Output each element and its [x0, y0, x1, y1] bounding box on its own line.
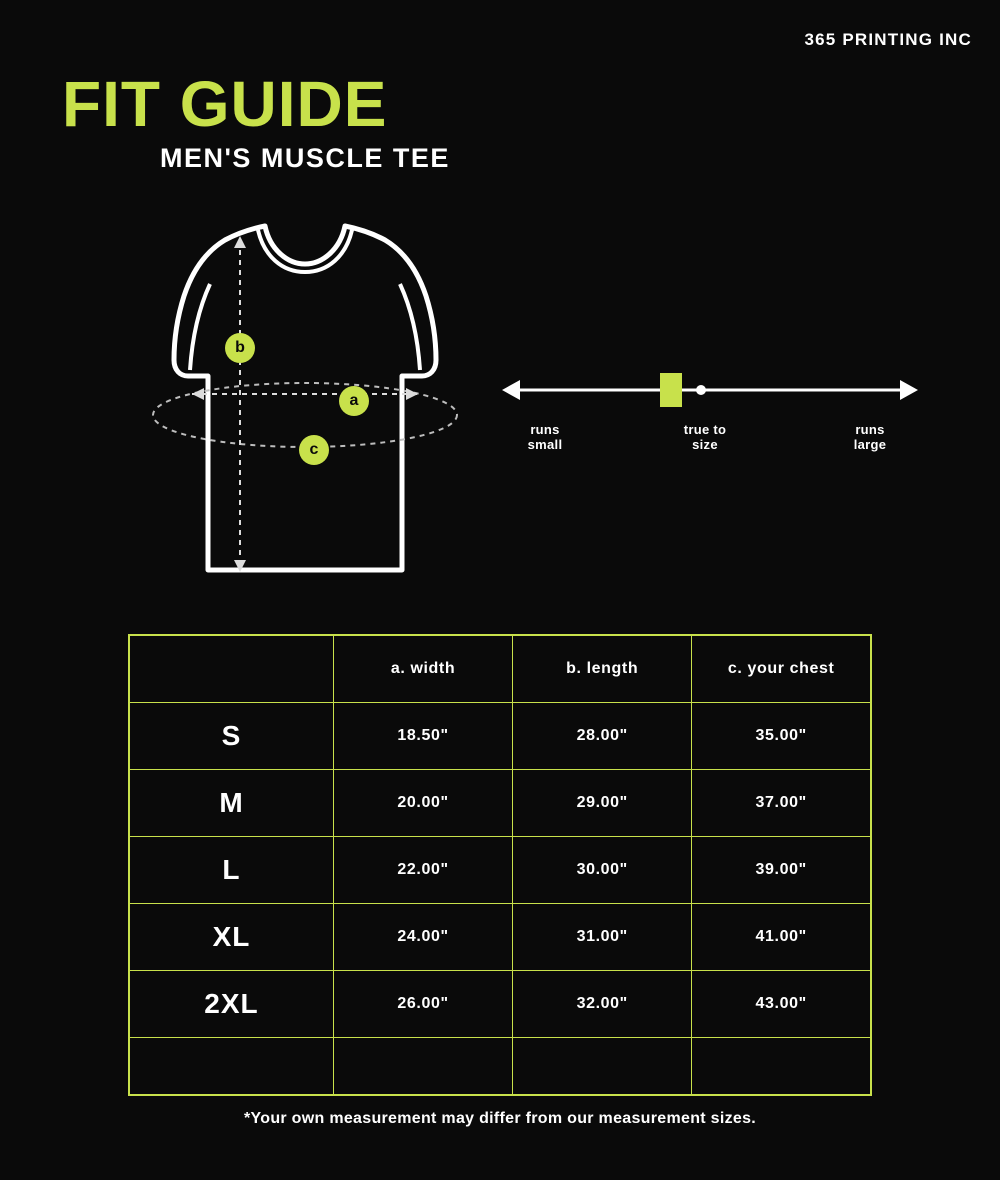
badge-b-length: b [225, 333, 255, 363]
cell-size: S [129, 703, 333, 770]
cell-chest: 37.00" [692, 770, 871, 837]
badge-a-width: a [339, 386, 369, 416]
badge-c-chest: c [299, 435, 329, 465]
fit-label-true-to-size [650, 422, 760, 452]
size-table-head [129, 635, 871, 703]
table-header-width: a. width [333, 635, 512, 703]
fit-scale-axis [500, 360, 920, 420]
fit-scale-dot [696, 385, 706, 395]
cell-chest: 35.00" [692, 703, 871, 770]
cell-width [333, 1038, 512, 1096]
fit-label-true-line2: size [692, 437, 718, 452]
cell-size: XL [129, 904, 333, 971]
cell-length [513, 1038, 692, 1096]
fit-label-runs-small-line2: small [527, 437, 563, 452]
size-table [128, 634, 872, 1096]
cell-width: 24.00" [333, 904, 512, 971]
cell-width: 26.00" [333, 971, 512, 1038]
cell-size: 2XL [129, 971, 333, 1038]
size-table-body [129, 703, 871, 1096]
table-row [129, 904, 871, 971]
table-header-row [129, 635, 871, 703]
table-header-length: b. length [513, 635, 692, 703]
table-row [129, 703, 871, 770]
fit-label-true-line1: true to [683, 422, 727, 437]
table-header-chest: c. your chest [692, 635, 871, 703]
page-title: FIT GUIDE [62, 68, 388, 140]
fit-label-runs-large-line1: runs [855, 422, 885, 437]
cell-chest: 41.00" [692, 904, 871, 971]
table-row [129, 770, 871, 837]
table-row [129, 837, 871, 904]
fit-scale [500, 360, 920, 470]
cell-width: 18.50" [333, 703, 512, 770]
cell-length: 30.00" [513, 837, 692, 904]
cell-length: 28.00" [513, 703, 692, 770]
page-subtitle: MEN'S MUSCLE TEE [160, 143, 450, 173]
cell-size: M [129, 770, 333, 837]
cell-size: L [129, 837, 333, 904]
cell-width: 22.00" [333, 837, 512, 904]
muscle-tee-diagram [130, 210, 480, 610]
footnote: *Your own measurement may differ from our measurement sizes. [243, 1110, 757, 1127]
size-table-wrapper [128, 634, 872, 1096]
cell-length: 32.00" [513, 971, 692, 1038]
fit-label-runs-large [820, 422, 920, 452]
fit-label-runs-small-line1: runs [530, 422, 560, 437]
fit-label-runs-large-line2: large [853, 437, 887, 452]
table-row [129, 971, 871, 1038]
brand-name: 365 PRINTING INC [804, 30, 972, 49]
cell-size [129, 1038, 333, 1096]
fit-label-runs-small [500, 422, 590, 452]
cell-width: 20.00" [333, 770, 512, 837]
cell-chest: 39.00" [692, 837, 871, 904]
table-header-blank [129, 635, 333, 703]
fit-scale-marker [660, 373, 682, 407]
cell-length: 29.00" [513, 770, 692, 837]
muscle-tee-illustration [130, 210, 480, 610]
table-row [129, 1038, 871, 1096]
cell-chest: 43.00" [692, 971, 871, 1038]
cell-chest [692, 1038, 871, 1096]
cell-length: 31.00" [513, 904, 692, 971]
